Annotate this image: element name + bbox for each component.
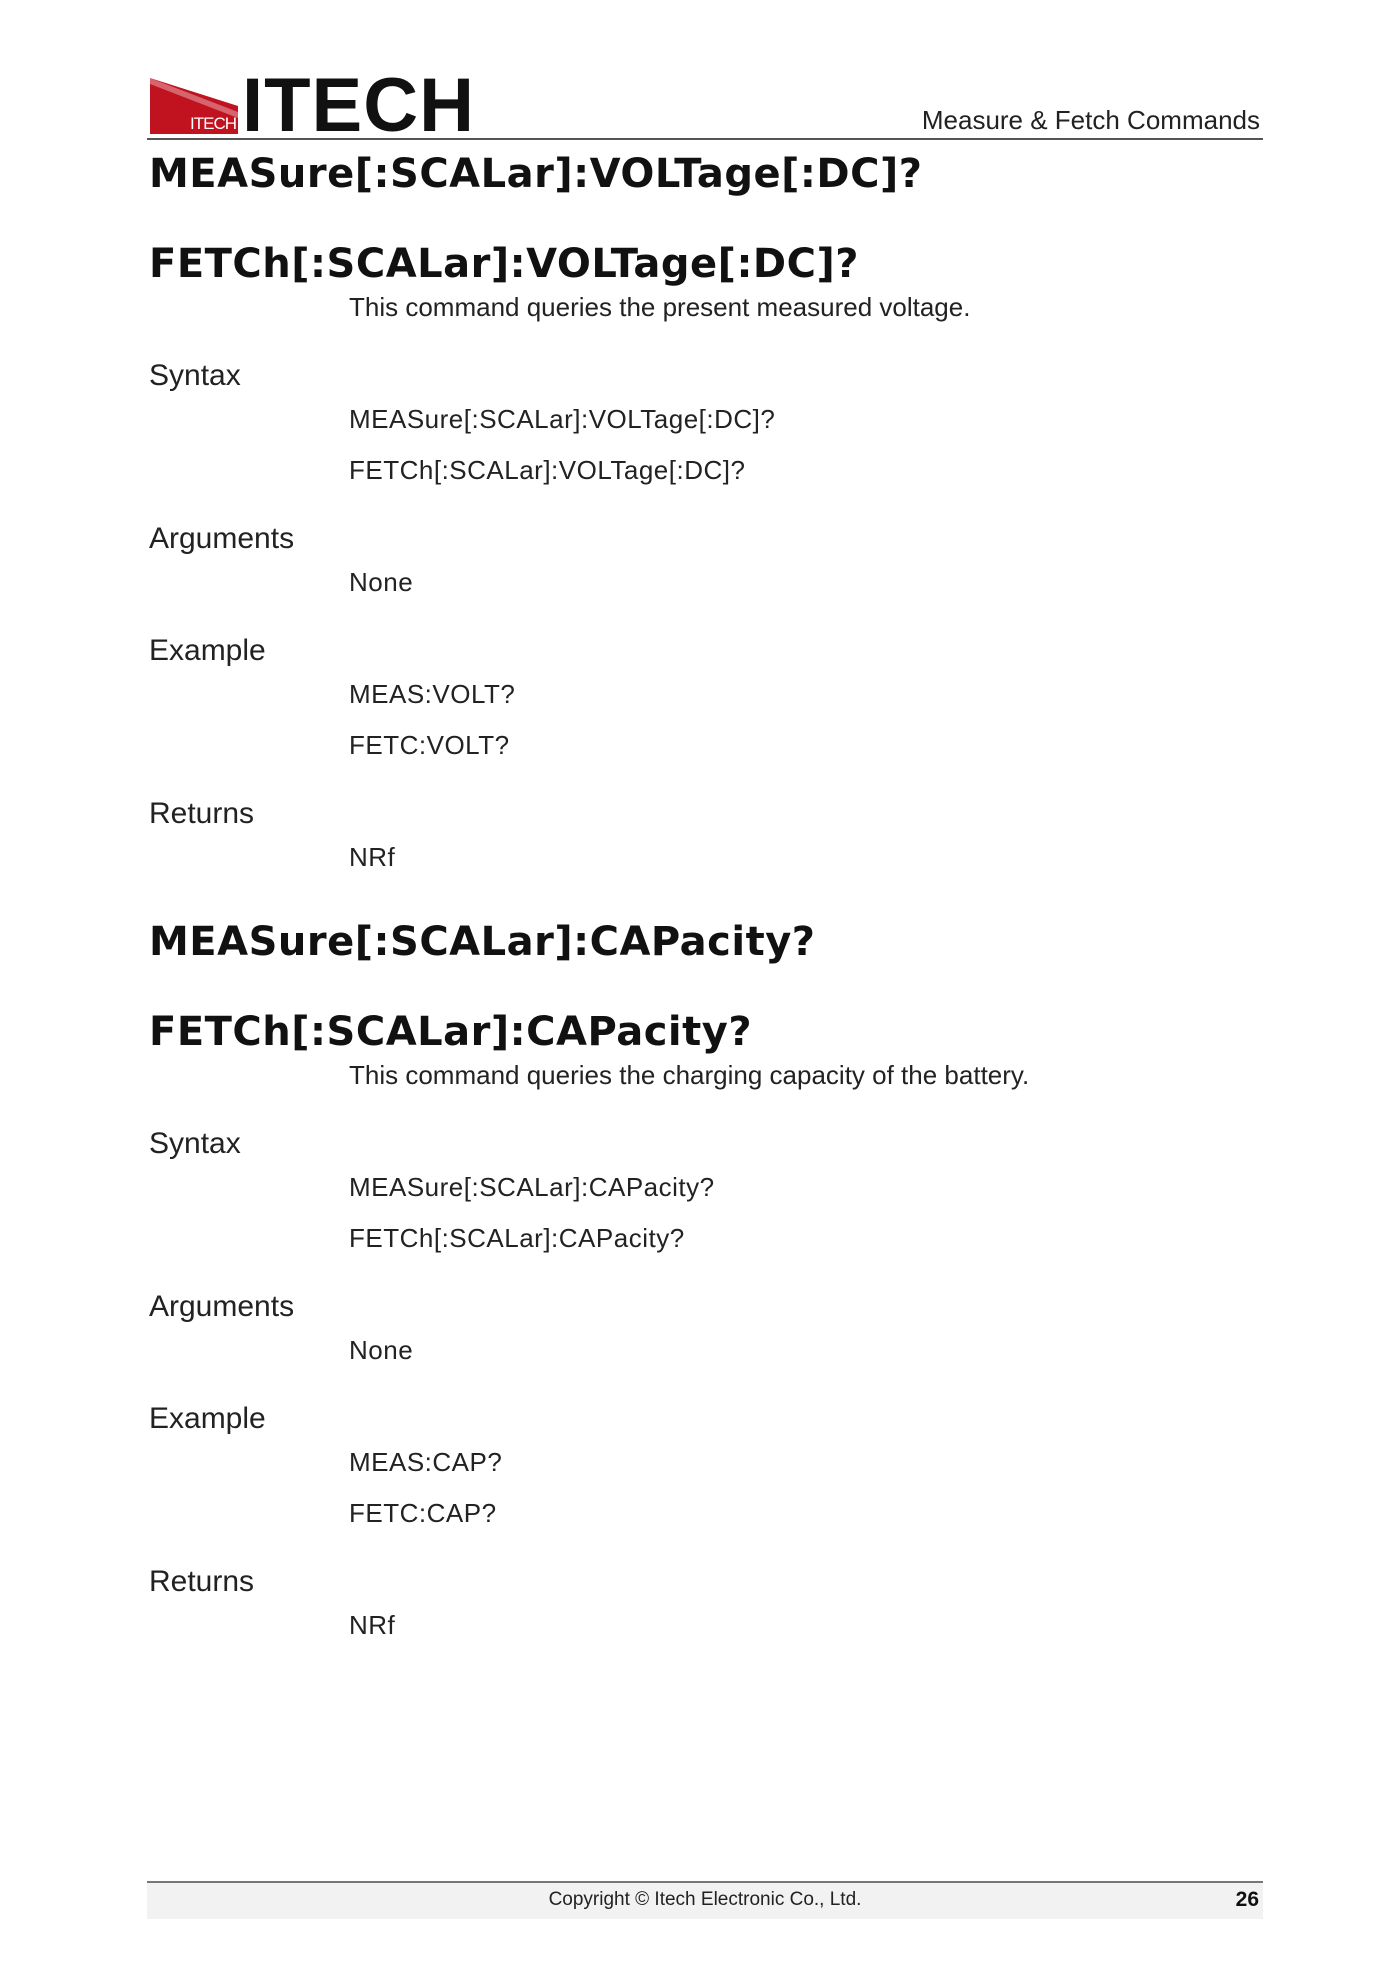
logo-wordmark: ITECH (242, 63, 475, 148)
syntax-label: Syntax (149, 359, 241, 392)
syntax-values (349, 1170, 1259, 1255)
arguments-values (349, 1333, 1259, 1367)
syntax-line: MEASure[:SCALar]:VOLTage[:DC]? (349, 404, 776, 434)
logo-mark-icon (150, 78, 238, 134)
returns-value: NRf (349, 1610, 396, 1640)
syntax-values (349, 402, 1259, 487)
arguments-value: None (349, 567, 414, 597)
command-description: This command queries the charging capacity of the battery. (349, 1060, 1030, 1090)
syntax-line: FETCh[:SCALar]:CAPacity? (349, 1223, 685, 1253)
example-line: MEAS:VOLT? (349, 679, 516, 709)
syntax-label: Syntax (149, 1127, 241, 1160)
example-line: MEAS:CAP? (349, 1447, 503, 1477)
example-line: FETC:CAP? (349, 1498, 497, 1528)
returns-values (349, 1608, 1259, 1642)
example-label: Example (149, 634, 266, 667)
arguments-value: None (349, 1335, 414, 1365)
page-footer (147, 1881, 1263, 1919)
itech-logo (150, 63, 475, 148)
returns-values (349, 840, 1259, 874)
syntax-line: MEASure[:SCALar]:CAPacity? (349, 1172, 715, 1202)
returns-label: Returns (149, 1565, 255, 1598)
example-line: FETC:VOLT? (349, 730, 510, 760)
logo-mark-text: ITECH (190, 114, 236, 133)
command-block-capacity (149, 918, 1259, 1642)
command-title-fetch: FETCh[:SCALar]:VOLTage[:DC]? (149, 241, 859, 287)
arguments-label: Arguments (149, 522, 295, 555)
copyright-text: Copyright © Itech Electronic Co., Ltd. (548, 1889, 862, 1910)
command-block-voltage (149, 150, 1259, 874)
command-title-measure: MEASure[:SCALar]:CAPacity? (149, 919, 816, 965)
command-title-measure: MEASure[:SCALar]:VOLTage[:DC]? (149, 151, 923, 197)
example-values (349, 1445, 1259, 1530)
command-description: This command queries the present measured voltage. (349, 292, 971, 322)
example-values (349, 677, 1259, 762)
header-section-title: Measure & Fetch Commands (921, 105, 1260, 135)
arguments-values (349, 565, 1259, 599)
page-header (147, 63, 1263, 148)
returns-label: Returns (149, 797, 255, 830)
syntax-line: FETCh[:SCALar]:VOLTage[:DC]? (349, 455, 746, 485)
returns-value: NRf (349, 842, 396, 872)
example-label: Example (149, 1402, 266, 1435)
arguments-label: Arguments (149, 1290, 295, 1323)
page-number: 26 (1235, 1888, 1259, 1911)
command-title-fetch: FETCh[:SCALar]:CAPacity? (149, 1009, 753, 1055)
document-body (149, 150, 1259, 1642)
